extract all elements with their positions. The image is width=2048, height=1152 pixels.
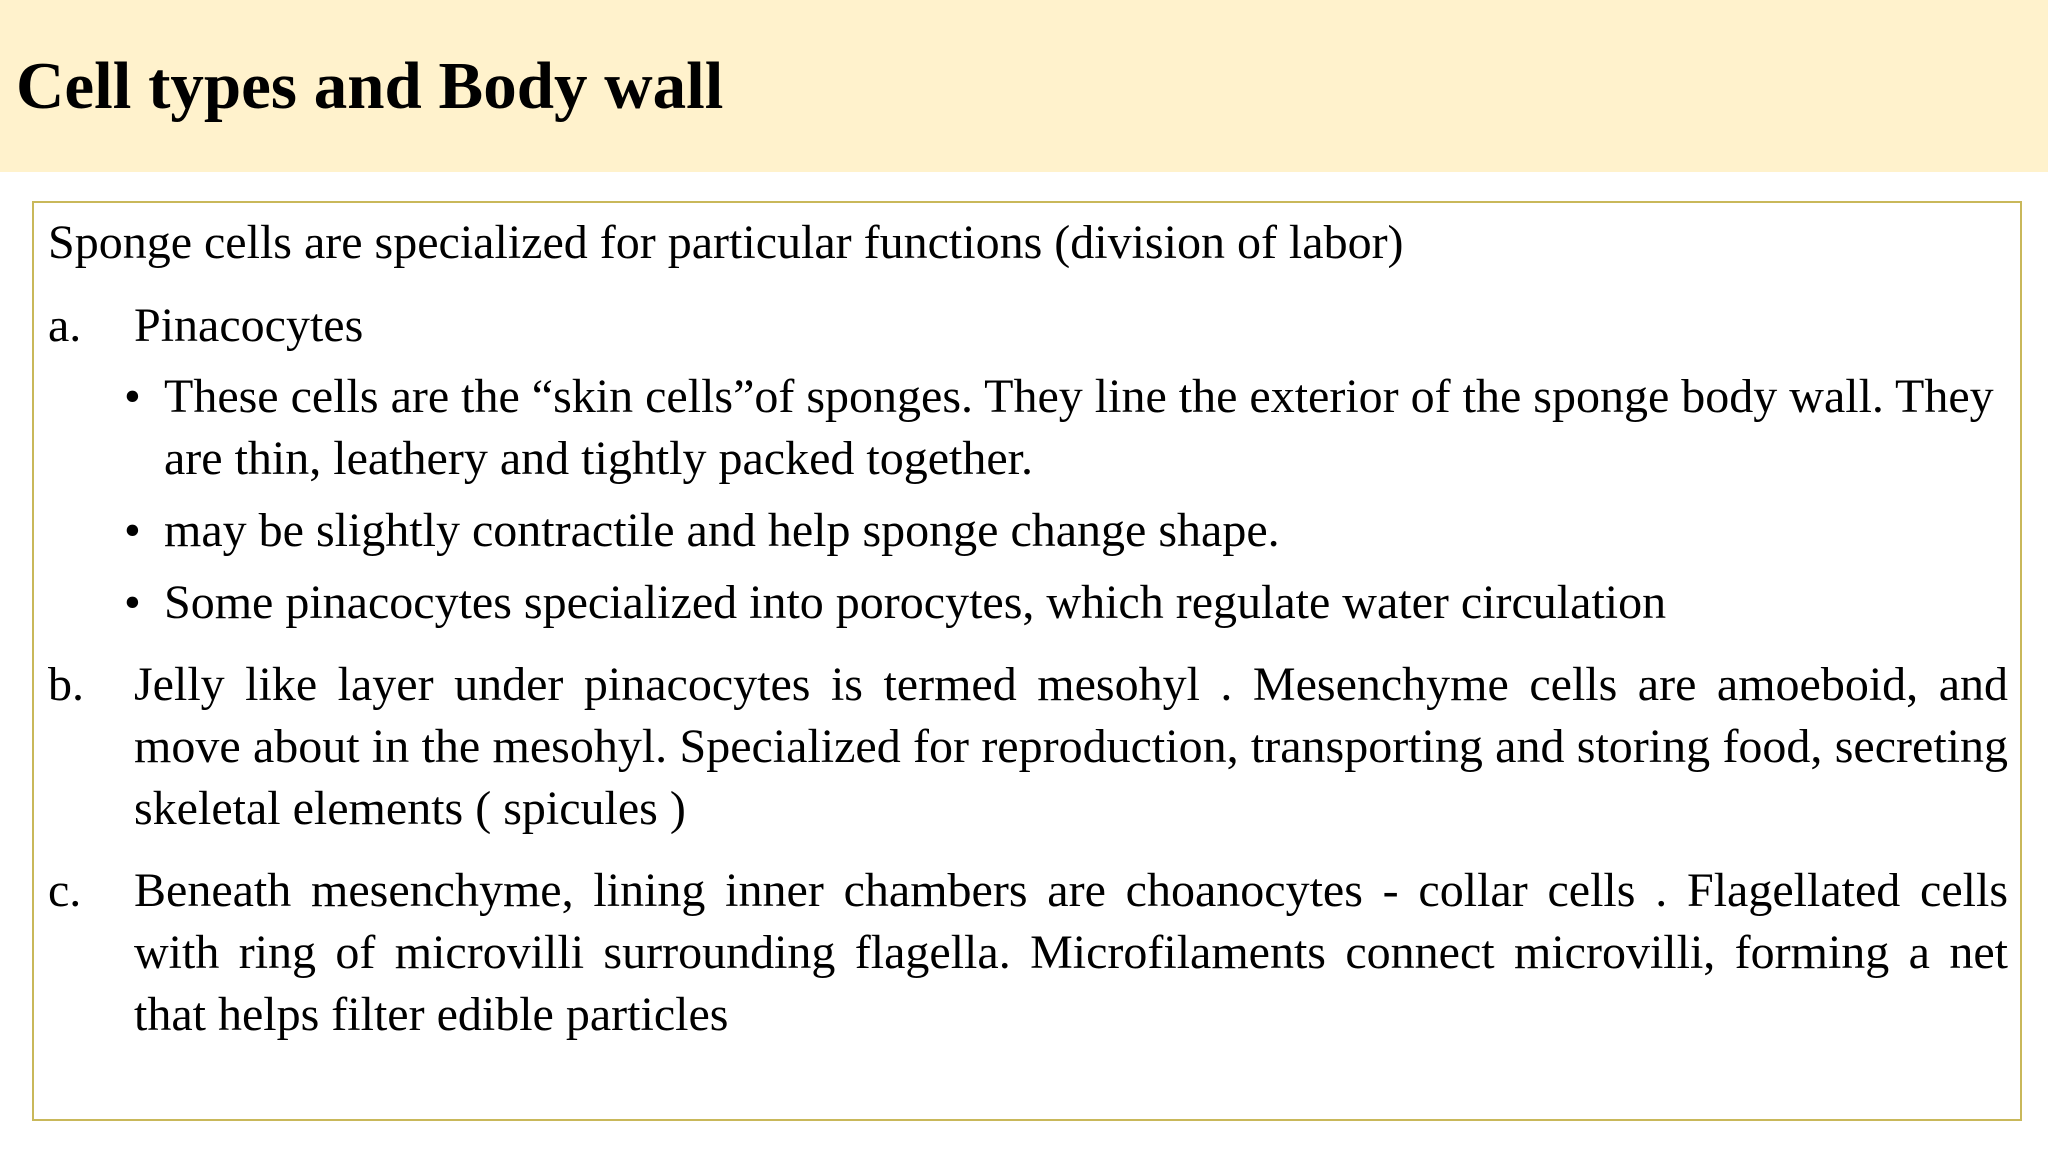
item-text: Beneath mesenchyme, lining inner chambers are choanocytes - collar cells . Flagellated cells with ring of microvilli surrounding flagella. Microfilaments connect microvilli, forming a net that helps filter edible particles bbox=[134, 864, 2008, 1041]
intro-text: Sponge cells are specialized for particular functions (division of labor) bbox=[48, 216, 1404, 269]
title-bar bbox=[0, 0, 2048, 172]
bullet-text: may be slightly contractile and help sponge change shape. bbox=[164, 504, 1280, 557]
slide-title: Cell types and Body wall bbox=[16, 49, 724, 123]
item-text: Pinacocytes bbox=[134, 299, 364, 352]
list-item-a bbox=[48, 295, 2008, 357]
item-letter: b. bbox=[48, 658, 84, 711]
bullet-marker: • bbox=[124, 576, 141, 629]
list-item-b bbox=[48, 654, 2008, 840]
bullet-text: These cells are the “skin cells”of sponges. They line the exterior of the sponge body wall. They are thin, leathery and tightly packed together. bbox=[164, 370, 1994, 485]
item-text: Jelly like layer under pinacocytes is termed mesohyl . Mesenchyme cells are amoeboid, and move about in the mesohyl. Specialized for reproduction, transporting and storing food, secreting skeletal elements ( spicules ) bbox=[134, 658, 2008, 835]
item-letter: c. bbox=[48, 864, 82, 917]
bullet-item bbox=[124, 366, 2010, 490]
bullet-marker: • bbox=[124, 504, 141, 557]
item-letter: a. bbox=[48, 299, 82, 352]
bullet-marker: • bbox=[124, 370, 141, 423]
bullet-text: Some pinacocytes specialized into porocytes, which regulate water circulation bbox=[164, 576, 1667, 629]
bullet-item bbox=[124, 572, 2010, 634]
list-item-c bbox=[48, 860, 2008, 1046]
bullet-item bbox=[124, 500, 2010, 562]
